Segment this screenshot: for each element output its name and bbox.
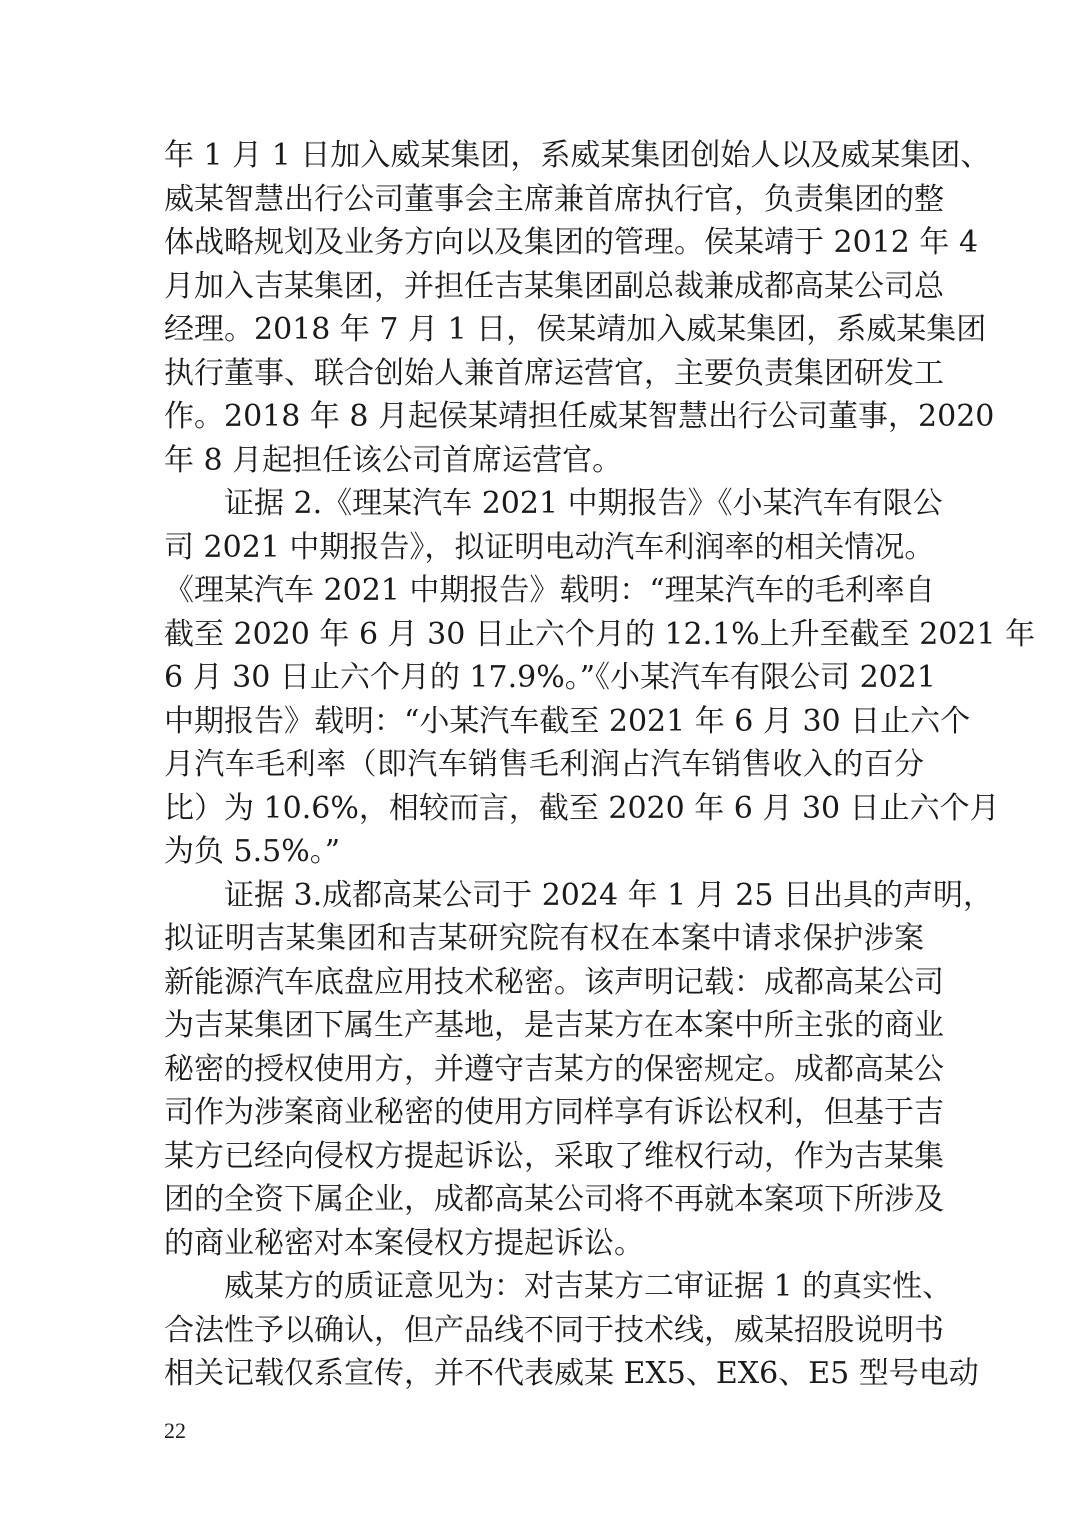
- text-line: 合法性予以确认，但产品线不同于技术线，威某招股说明书: [164, 1312, 944, 1348]
- text-line: 司 2021 中期报告》，拟证明电动汽车利润率的相关情况。: [164, 529, 935, 565]
- text-line: 威某智慧出行公司董事会主席兼首席执行官，负责集团的整: [164, 181, 944, 217]
- text-line: 为负 5.5%。”: [164, 834, 341, 869]
- text-line: 团的全资下属企业，成都高某公司将不再就本案项下所涉及: [164, 1182, 944, 1217]
- text-line: 6 月 30 日止六个月的 17.9%。”《小某汽车有限公司 2021: [164, 660, 936, 695]
- text-line: 新能源汽车底盘应用技术秘密。该声明记载：成都高某公司: [164, 964, 944, 1000]
- text-line: 《理某汽车 2021 中期报告》载明：“理某汽车的毛利率自: [164, 573, 935, 608]
- text-line: 月加入吉某集团，并担任吉某集团副总裁兼成都高某公司总: [164, 268, 944, 304]
- text-line: 年 8 月起担任该公司首席运营官。: [164, 442, 623, 478]
- text-line: 秘密的授权使用方，并遵守吉某方的保密规定。成都高某公: [164, 1051, 944, 1087]
- text-line: 为吉某集团下属生产基地，是吉某方在本案中所主张的商业: [164, 1008, 944, 1043]
- text-line: 执行董事、联合创始人兼首席运营官，主要负责集团研发工: [164, 355, 944, 391]
- document-body: [164, 134, 1036, 1396]
- text-line: 截至 2020 年 6 月 30 日止六个月的 12.1%上升至截至 2021 年: [164, 616, 1036, 652]
- text-line: 司作为涉案商业秘密的使用方同样享有诉讼权利，但基于吉: [164, 1095, 944, 1130]
- page-number: 22: [164, 1418, 186, 1443]
- text-line: 的商业秘密对本案侵权方提起诉讼。: [164, 1225, 644, 1261]
- text-line: 某方已经向侵权方提起诉讼，采取了维权行动，作为吉某集: [164, 1138, 944, 1174]
- text-line: 相关记载仅系宣传，并不代表威某 EX5、EX6、E5 型号电动: [164, 1356, 979, 1391]
- text-line: 月汽车毛利率（即汽车销售毛利润占汽车销售收入的百分: [164, 747, 924, 782]
- paragraph-start-line: 证据 2.《理某汽车 2021 中期报告》《小某汽车有限公: [224, 486, 943, 521]
- text-line: 年 1 月 1 日加入威某集团，系威某集团创始人以及威某集团、: [164, 138, 991, 173]
- paragraph-start-line: 威某方的质证意见为：对吉某方二审证据 1 的真实性、: [224, 1269, 953, 1304]
- text-line: 体战略规划及业务方向以及集团的管理。侯某靖于 2012 年 4: [164, 225, 979, 260]
- text-line: 经理。2018 年 7 月 1 日，侯某靖加入威某集团，系威某集团: [164, 312, 987, 347]
- text-line: 比）为 10.6%，相较而言，截至 2020 年 6 月 30 日止六个月: [164, 790, 1000, 826]
- text-line: 中期报告》载明：“小某汽车截至 2021 年 6 月 30 日止六个: [164, 703, 971, 739]
- text-line: 拟证明吉某集团和吉某研究院有权在本案中请求保护涉案: [164, 921, 924, 956]
- paragraph-start-line: 证据 3.成都高某公司于 2024 年 1 月 25 日出具的声明，: [224, 877, 993, 913]
- text-line: 作。2018 年 8 月起侯某靖担任威某智慧出行公司董事，2020: [164, 399, 995, 434]
